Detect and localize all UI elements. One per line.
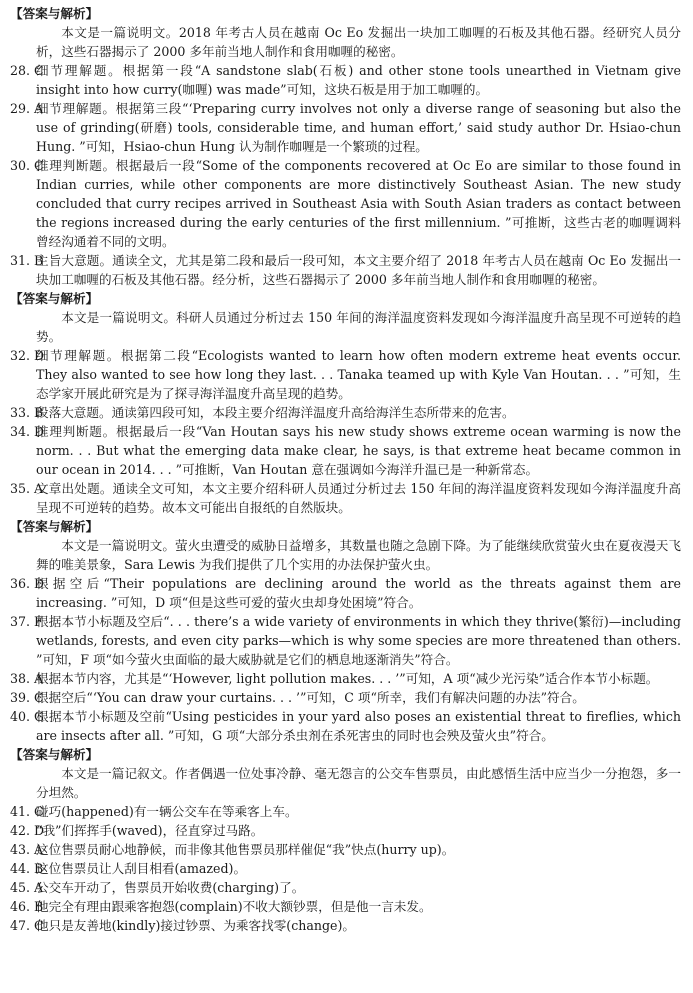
answer-item [10,688,681,707]
answer-item [10,802,681,821]
question-number: 39. C [10,690,44,705]
answer-text: “我”们挥挥手(waved)，径直穿过马路。 [36,823,264,838]
question-number: 44. B [10,861,44,876]
answer-text: 根据本节小标题及空前“Using pesticides in your yard also poses an existential threat to fireflies, which are insects after all. ”可知，G 项“大部分杀虫剂在杀死害虫的同时也会殃及萤火虫”符合。 [36,709,681,743]
answer-item [10,99,681,156]
question-number: 28. C [10,63,44,78]
answer-item [10,403,681,422]
question-number: 32. D [10,348,45,363]
section-header: 【答案与解析】 [10,6,99,21]
answer-item [10,878,681,897]
question-number: 46. B [10,899,44,914]
question-number: 34. D [10,424,45,439]
answer-item [10,612,681,669]
answer-item [10,251,681,289]
section [10,4,681,289]
answer-item [10,707,681,745]
answer-text: 推理判断题。根据最后一段“Some of the components recovered at Oc Eo are similar to those found in Indian curries, while other components are more distinctively Southeast Asian. The new study concluded that curry recipes arrived in Southeast Asia with South Asian traders as contact between the regions increased during the early centuries of the first millennium. ”可推断，这些古老的咖喱调料曾经沟通着不同的文明。 [36,158,681,249]
answer-item [10,859,681,878]
question-number: 42. D [10,823,45,838]
section-intro: 本文是一篇说明文。科研人员通过分析过去 150 年间的海洋温度资料发现如今海洋温度升高呈现不可逆转的趋势。 [36,310,681,344]
answer-text: 根据本节内容，尤其是“‘However, light pollution makes. . . ’”可知，A 项“减少光污染”适合作本节小标题。 [36,671,659,686]
question-number: 40. G [10,709,45,724]
answer-text: 细节理解题。根据第一段“A sandstone slab(石板) and other stone tools unearthed in Vietnam give insight into how curry(咖喱) was made”可知，这块石板是用于加工咖喱的。 [36,63,681,97]
answer-text: 这位售票员耐心地静候，而非像其他售票员那样催促“我”快点(hurry up)。 [36,842,455,857]
question-number: 31. B [10,253,44,268]
answer-text: 他只是友善地(kindly)接过钞票、为乘客找零(change)。 [36,918,356,933]
question-number: 29. A [10,101,44,116]
question-number: 35. A [10,481,44,496]
answer-item [10,479,681,517]
answer-text: 推理判断题。根据最后一段“Van Houtan says his new study shows extreme ocean warming is now the norm. . . But what the emerging data make clear, he says, is that extreme heat became common in our ocean in 2014. . . ”可推断，Van Houtan 意在强调如今海洋升温已是一种新常态。 [36,424,681,477]
question-number: 43. A [10,842,44,857]
question-number: 41. C [10,804,44,819]
answer-text: 碰巧(happened)有一辆公交车在等乘客上车。 [36,804,298,819]
answer-item [10,897,681,916]
answer-text: 细节理解题。根据第三段“‘Preparing curry involves not only a diverse range of seasoning but also the use of grinding(研磨) tools, considerable time, and human effort,’ said study author Dr. Hsiao-chun Hung. ”可知，Hsiao-chun Hung 认为制作咖喱是一个繁琐的过程。 [36,101,681,154]
question-number: 47. C [10,918,44,933]
question-number: 30. C [10,158,44,173]
answer-text: 这位售票员让人刮目相看(amazed)。 [36,861,247,876]
section-intro: 本文是一篇说明文。2018 年考古人员在越南 Oc Eo 发掘出一块加工咖喱的石板及其他石器。经研究人员分析，这些石器揭示了 2000 多年前当地人制作和食用咖喱的秘密。 [36,25,681,59]
answer-text: 根据空后“‘You can draw your curtains. . . ’”可知，C 项“所幸，我们有解决问题的办法”符合。 [36,690,585,705]
section [10,289,681,517]
answer-text: 他完全有理由跟乘客抱怨(complain)不收大额钞票，但是他一言未发。 [36,899,432,914]
question-number: 45. A [10,880,44,895]
section-header: 【答案与解析】 [10,291,99,306]
answer-item [10,669,681,688]
answer-text: 主旨大意题。通读全文，尤其是第二段和最后一段可知，本文主要介绍了 2018 年考古人员在越南 Oc Eo 发掘出一块加工咖喱的石板及其他石器。经分析，这些石器揭示了 2000 多年前当地人制作和食用咖喱的秘密。 [36,253,681,287]
answer-item [10,840,681,859]
answer-item [10,156,681,251]
section-header: 【答案与解析】 [10,747,99,762]
answer-item [10,574,681,612]
answer-item [10,821,681,840]
answer-item [10,422,681,479]
answer-text: 根据本节小标题及空后“. . . there’s a wide variety of environments in which they thrive(繁衍)—including wetlands, forests, and even city parks—which is why some species are more threatened than others. ”可知，F 项“如今萤火虫面临的最大威胁就是它们的栖息地逐渐消失”符合。 [36,614,681,667]
section [10,517,681,745]
answer-text: 段落大意题。通读第四段可知，本段主要介绍海洋温度升高给海洋生态所带来的危害。 [36,405,515,420]
answer-text: 根据空后“Their populations are declining around the world as the threats against them are increasing. ”可知，D 项“但是这些可爱的萤火虫却身处困境”符合。 [36,576,681,610]
section-intro: 本文是一篇记叙文。作者偶遇一位处事冷静、毫无怨言的公交车售票员，由此感悟生活中应当少一分抱怨，多一分坦然。 [36,766,681,800]
answer-text: 文章出处题。通读全文可知，本文主要介绍科研人员通过分析过去 150 年间的海洋温度资料发现如今海洋温度升高呈现不可逆转的趋势。故本文可能出自报纸的自然版块。 [36,481,681,515]
section [10,745,681,935]
question-number: 38. A [10,671,44,686]
section-intro: 本文是一篇说明文。萤火虫遭受的威胁日益增多，其数量也随之急剧下降。为了能继续欣赏萤火虫在夏夜漫天飞舞的唯美景象，Sara Lewis 为我们提供了几个实用的办法保护萤火虫。 [36,538,681,572]
answer-text: 公交车开动了，售票员开始收费(charging)了。 [36,880,305,895]
answer-item [10,346,681,403]
answer-item [10,916,681,935]
section-header: 【答案与解析】 [10,519,99,534]
answer-text: 细节理解题。根据第二段“Ecologists wanted to learn how often modern extreme heat events occur. They also wanted to see how long they last. . . Tanaka teamed up with Kyle Van Houtan. . . ”可知，生态学家开展此研究是为了探寻海洋温度升高呈现的趋势。 [36,348,681,401]
question-number: 37. F [10,614,43,629]
question-number: 33. B [10,405,44,420]
answer-item [10,61,681,99]
question-number: 36. D [10,576,45,591]
